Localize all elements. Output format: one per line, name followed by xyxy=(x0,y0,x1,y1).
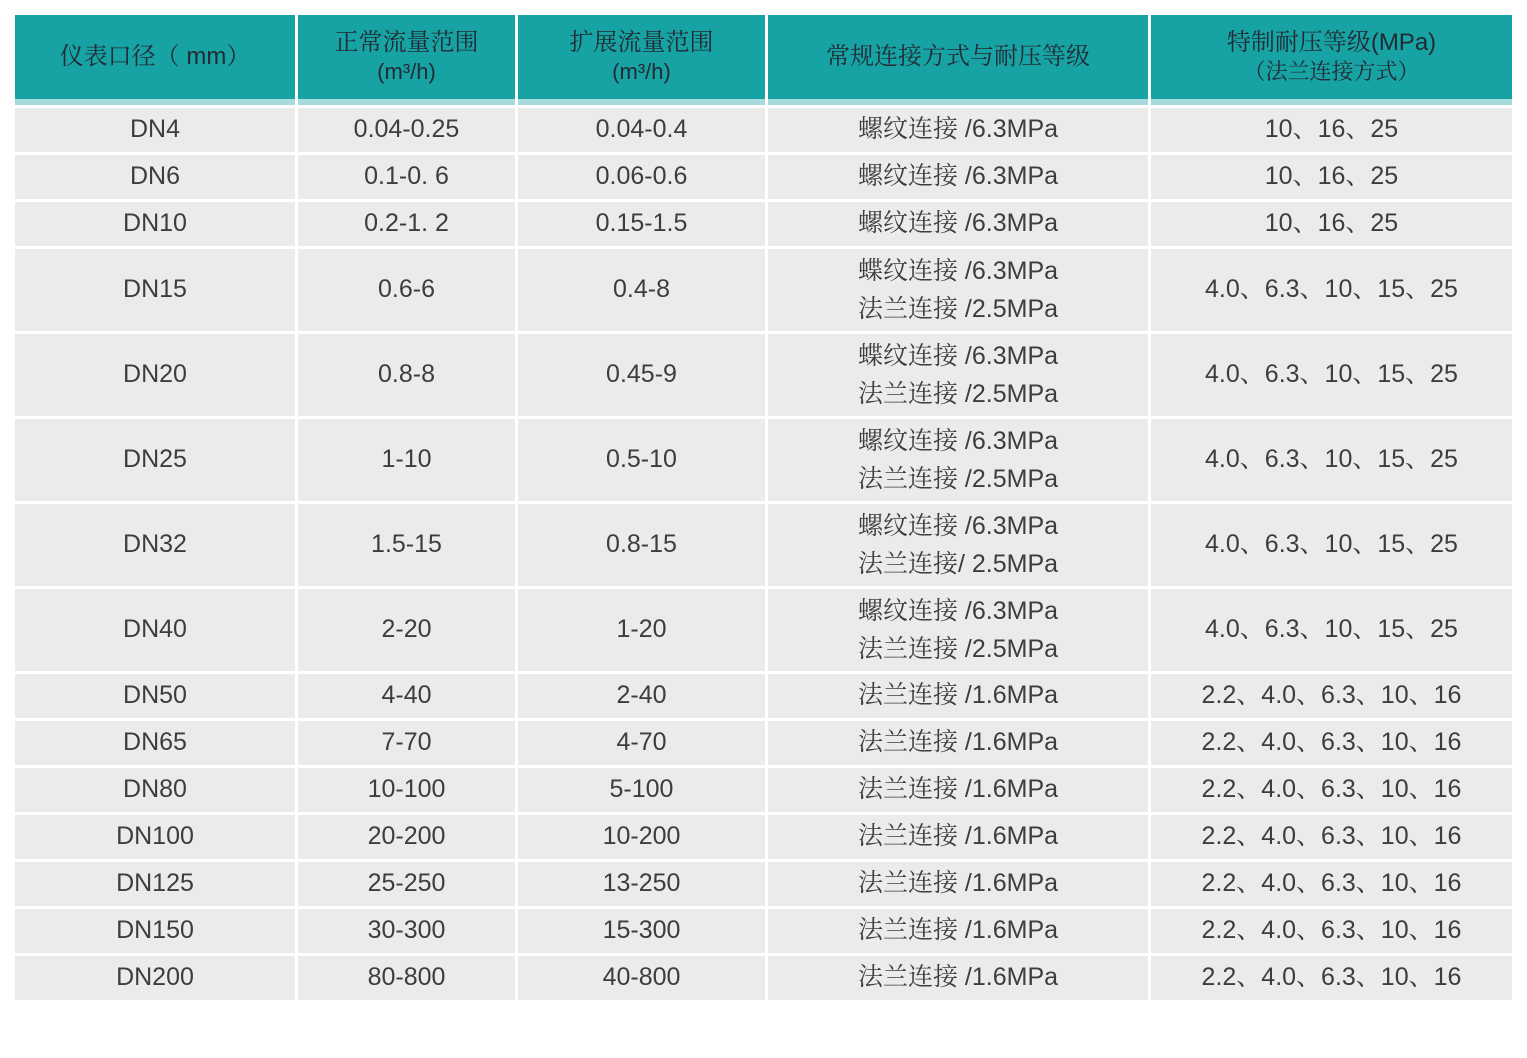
table-row xyxy=(15,419,1512,501)
cell-connection xyxy=(768,419,1148,501)
table-row xyxy=(15,956,1512,1000)
cell-diameter: DN200 xyxy=(15,956,295,1000)
connection-line: 法兰连接 /1.6MPa xyxy=(857,822,1059,851)
cell-special-pressure: 10、16、25 xyxy=(1151,155,1512,199)
cell-extended-range: 1-20 xyxy=(518,589,765,671)
cell-diameter: DN6 xyxy=(15,155,295,199)
cell-special-pressure: 10、16、25 xyxy=(1151,202,1512,246)
cell-normal-range: 0.8-8 xyxy=(298,334,515,416)
header-normal-range xyxy=(298,15,515,105)
cell-extended-range: 15-300 xyxy=(518,909,765,953)
connection-line: 法兰连接 /2.5MPa xyxy=(857,635,1059,663)
header-extended-range-label: 扩展流量范围 xyxy=(569,29,714,57)
header-special-pressure-sub: （法兰连接方式） xyxy=(1243,59,1420,85)
connection-line: 蝶纹连接 /6.3MPa xyxy=(857,342,1059,370)
table-row xyxy=(15,108,1512,152)
cell-normal-range: 4-40 xyxy=(298,674,515,718)
connection-line: 法兰连接 /1.6MPa xyxy=(857,916,1059,945)
cell-normal-range: 20-200 xyxy=(298,815,515,859)
table-row xyxy=(15,155,1512,199)
table-row xyxy=(15,334,1512,416)
spec-table xyxy=(12,12,1515,1003)
header-connection-label: 常规连接方式与耐压等级 xyxy=(826,43,1090,71)
header-diameter xyxy=(15,15,295,105)
header-special-pressure-label: 特制耐压等级(MPa) xyxy=(1226,29,1437,57)
cell-connection xyxy=(768,334,1148,416)
cell-diameter: DN32 xyxy=(15,504,295,586)
cell-special-pressure: 2.2、4.0、6.3、10、16 xyxy=(1151,815,1512,859)
cell-connection xyxy=(768,768,1148,812)
table-row xyxy=(15,589,1512,671)
header-normal-range-label: 正常流量范围 xyxy=(334,29,479,57)
cell-connection xyxy=(768,202,1148,246)
header-extended-range-unit: (m³/h) xyxy=(612,59,671,85)
connection-line: 法兰连接/ 2.5MPa xyxy=(857,550,1059,578)
table-row xyxy=(15,721,1512,765)
cell-special-pressure: 2.2、4.0、6.3、10、16 xyxy=(1151,956,1512,1000)
cell-extended-range: 0.15-1.5 xyxy=(518,202,765,246)
cell-special-pressure: 4.0、6.3、10、15、25 xyxy=(1151,334,1512,416)
cell-special-pressure: 10、16、25 xyxy=(1151,108,1512,152)
cell-diameter: DN15 xyxy=(15,249,295,331)
connection-line: 法兰连接 /2.5MPa xyxy=(857,295,1059,323)
cell-special-pressure: 4.0、6.3、10、15、25 xyxy=(1151,589,1512,671)
table-row xyxy=(15,815,1512,859)
connection-line: 螺纹连接 /6.3MPa xyxy=(857,162,1059,191)
connection-line: 蝶纹连接 /6.3MPa xyxy=(857,257,1059,285)
connection-line: 法兰连接 /2.5MPa xyxy=(857,465,1059,493)
cell-connection xyxy=(768,155,1148,199)
cell-diameter: DN10 xyxy=(15,202,295,246)
cell-diameter: DN100 xyxy=(15,815,295,859)
cell-connection xyxy=(768,674,1148,718)
cell-normal-range: 0.2-1. 2 xyxy=(298,202,515,246)
connection-line: 螺纹连接 /6.3MPa xyxy=(857,427,1059,455)
header-extended-range xyxy=(518,15,765,105)
cell-diameter: DN125 xyxy=(15,862,295,906)
connection-line: 法兰连接 /1.6MPa xyxy=(857,963,1059,992)
cell-extended-range: 0.45-9 xyxy=(518,334,765,416)
table-row xyxy=(15,202,1512,246)
connection-line: 法兰连接 /1.6MPa xyxy=(857,869,1059,898)
cell-normal-range: 30-300 xyxy=(298,909,515,953)
cell-diameter: DN50 xyxy=(15,674,295,718)
cell-normal-range: 0.04-0.25 xyxy=(298,108,515,152)
cell-special-pressure: 4.0、6.3、10、15、25 xyxy=(1151,504,1512,586)
cell-extended-range: 4-70 xyxy=(518,721,765,765)
header-connection xyxy=(768,15,1148,105)
cell-normal-range: 1.5-15 xyxy=(298,504,515,586)
table-row xyxy=(15,674,1512,718)
table-row xyxy=(15,909,1512,953)
header-row xyxy=(15,15,1512,105)
cell-special-pressure: 2.2、4.0、6.3、10、16 xyxy=(1151,909,1512,953)
header-normal-range-unit: (m³/h) xyxy=(377,59,436,85)
cell-connection xyxy=(768,909,1148,953)
table-row xyxy=(15,862,1512,906)
cell-connection xyxy=(768,862,1148,906)
cell-extended-range: 0.8-15 xyxy=(518,504,765,586)
cell-diameter: DN20 xyxy=(15,334,295,416)
cell-connection xyxy=(768,815,1148,859)
cell-normal-range: 0.1-0. 6 xyxy=(298,155,515,199)
cell-special-pressure: 2.2、4.0、6.3、10、16 xyxy=(1151,721,1512,765)
connection-line: 法兰连接 /1.6MPa xyxy=(857,681,1059,710)
cell-normal-range: 80-800 xyxy=(298,956,515,1000)
cell-connection xyxy=(768,504,1148,586)
table-row xyxy=(15,504,1512,586)
spec-table-header xyxy=(15,15,1512,105)
cell-connection xyxy=(768,108,1148,152)
cell-connection xyxy=(768,589,1148,671)
cell-normal-range: 2-20 xyxy=(298,589,515,671)
connection-line: 螺纹连接 /6.3MPa xyxy=(857,512,1059,540)
cell-normal-range: 7-70 xyxy=(298,721,515,765)
cell-extended-range: 0.4-8 xyxy=(518,249,765,331)
cell-diameter: DN150 xyxy=(15,909,295,953)
cell-extended-range: 5-100 xyxy=(518,768,765,812)
cell-extended-range: 2-40 xyxy=(518,674,765,718)
header-special-pressure xyxy=(1151,15,1512,105)
cell-extended-range: 40-800 xyxy=(518,956,765,1000)
cell-normal-range: 25-250 xyxy=(298,862,515,906)
cell-special-pressure: 4.0、6.3、10、15、25 xyxy=(1151,249,1512,331)
spec-table-body xyxy=(15,108,1512,1000)
cell-extended-range: 0.06-0.6 xyxy=(518,155,765,199)
cell-diameter: DN65 xyxy=(15,721,295,765)
connection-line: 法兰连接 /2.5MPa xyxy=(857,380,1059,408)
cell-special-pressure: 2.2、4.0、6.3、10、16 xyxy=(1151,768,1512,812)
cell-connection xyxy=(768,249,1148,331)
cell-extended-range: 10-200 xyxy=(518,815,765,859)
cell-diameter: DN40 xyxy=(15,589,295,671)
cell-special-pressure: 4.0、6.3、10、15、25 xyxy=(1151,419,1512,501)
cell-extended-range: 13-250 xyxy=(518,862,765,906)
cell-normal-range: 1-10 xyxy=(298,419,515,501)
table-row xyxy=(15,249,1512,331)
cell-extended-range: 0.04-0.4 xyxy=(518,108,765,152)
cell-diameter: DN4 xyxy=(15,108,295,152)
cell-extended-range: 0.5-10 xyxy=(518,419,765,501)
cell-normal-range: 0.6-6 xyxy=(298,249,515,331)
cell-diameter: DN25 xyxy=(15,419,295,501)
connection-line: 法兰连接 /1.6MPa xyxy=(857,728,1059,757)
cell-connection xyxy=(768,721,1148,765)
connection-line: 螺纹连接 /6.3MPa xyxy=(857,597,1059,625)
cell-normal-range: 10-100 xyxy=(298,768,515,812)
connection-line: 螺纹连接 /6.3MPa xyxy=(857,209,1059,238)
table-row xyxy=(15,768,1512,812)
header-diameter-label: 仪表口径（ mm） xyxy=(59,43,251,71)
cell-diameter: DN80 xyxy=(15,768,295,812)
connection-line: 法兰连接 /1.6MPa xyxy=(857,775,1059,804)
cell-special-pressure: 2.2、4.0、6.3、10、16 xyxy=(1151,862,1512,906)
cell-special-pressure: 2.2、4.0、6.3、10、16 xyxy=(1151,674,1512,718)
connection-line: 螺纹连接 /6.3MPa xyxy=(857,115,1059,144)
cell-connection xyxy=(768,956,1148,1000)
